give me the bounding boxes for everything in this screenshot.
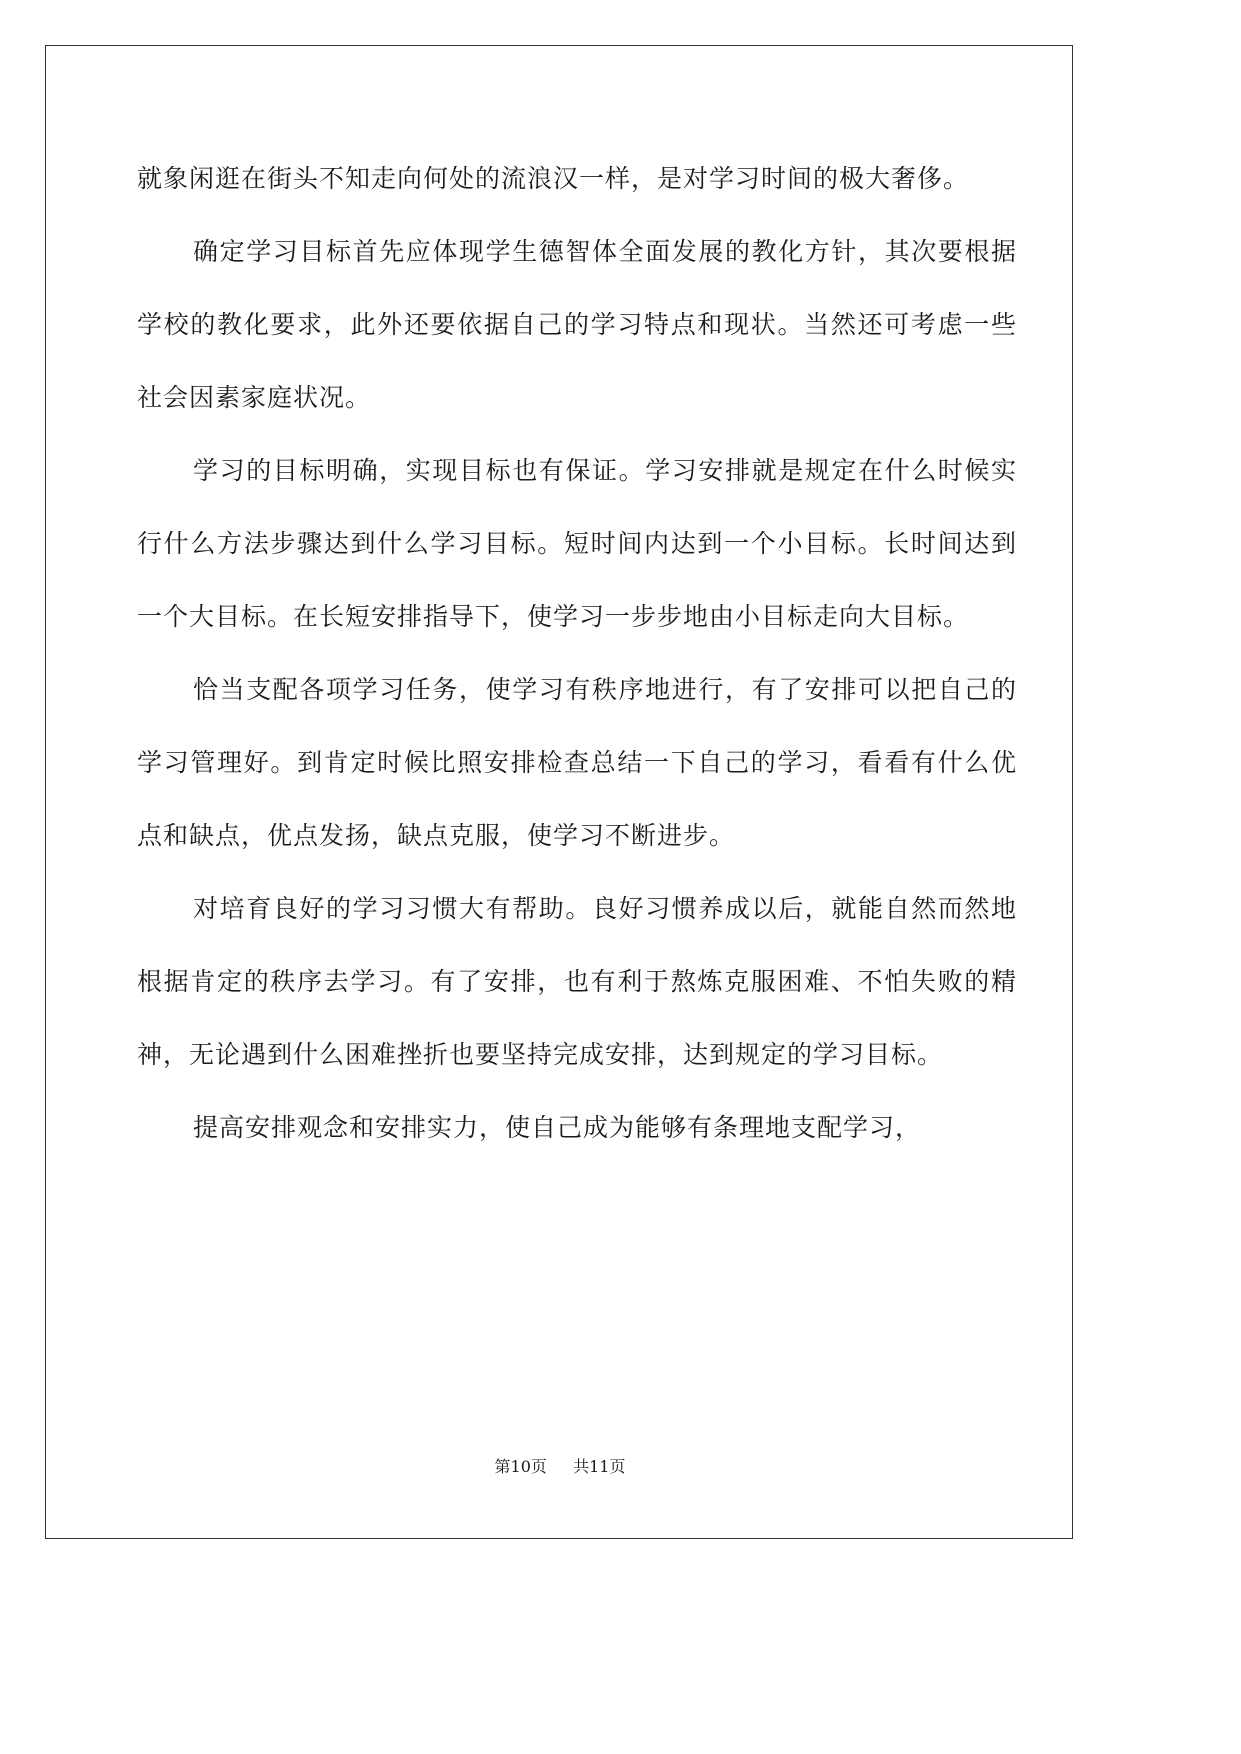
paragraph-4: 恰当支配各项学习任务，使学习有秩序地进行，有了安排可以把自己的学习管理好。到肯定时候比照安排检查总结一下自己的学习，看看有什么优点和缺点，优点发扬，缺点克服，使学习不断进步。 — [137, 675, 1017, 850]
paragraph-3: 学习的目标明确，实现目标也有保证。学习安排就是规定在什么时候实行什么方法步骤达到什么学习目标。短时间内达到一个小目标。长时间达到一个大目标。在长短安排指导下，使学习一步步地由小目标走向大目标。 — [137, 456, 1017, 631]
document-body — [137, 142, 1017, 1164]
paragraph-2: 确定学习目标首先应体现学生德智体全面发展的教化方针，其次要根据学校的教化要求，此外还要依据自己的学习特点和现状。当然还可考虑一些社会因素家庭状况。 — [137, 237, 1017, 412]
paragraph-1: 就象闲逛在街头不知走向何处的流浪汉一样，是对学习时间的极大奢侈。 — [137, 164, 970, 193]
current-page-label: 第10页 — [494, 1457, 547, 1476]
page-footer — [0, 1454, 1120, 1477]
total-pages-label: 共11页 — [573, 1457, 626, 1476]
paragraph-6: 提高安排观念和安排实力，使自己成为能够有条理地支配学习， — [193, 1113, 922, 1142]
paragraph-5: 对培育良好的学习习惯大有帮助。良好习惯养成以后，就能自然而然地根据肯定的秩序去学习。有了安排，也有利于熬炼克服困难、不怕失败的精神，无论遇到什么困难挫折也要坚持完成安排，达到规定的学习目标。 — [137, 894, 1017, 1069]
